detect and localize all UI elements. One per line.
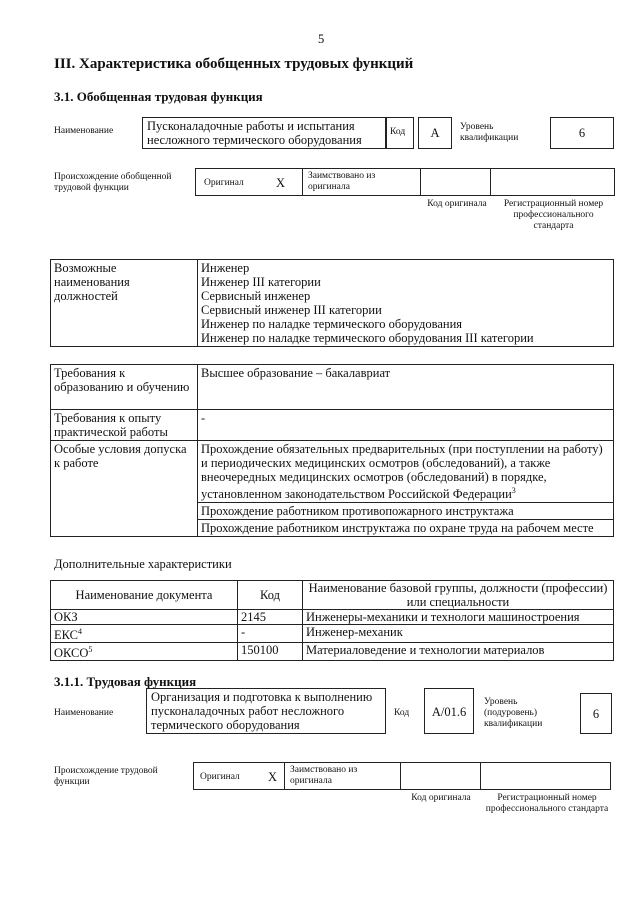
tf-borrowed-label: Заимствовано из оригинала bbox=[290, 765, 358, 786]
tf-code-value: А/01.6 bbox=[424, 688, 474, 734]
requirements-table bbox=[50, 364, 614, 537]
gtf-heading: 3.1. Обобщенная трудовая функция bbox=[54, 89, 263, 104]
tf-level-value: 6 bbox=[580, 693, 612, 734]
gtf-code-label: Код bbox=[386, 117, 414, 149]
tf-origin-label: Происхождение трудовой функции bbox=[54, 766, 158, 787]
position-item: Инженер III категории bbox=[201, 275, 321, 289]
special-item: Прохождение работником противопожарного инструктажа bbox=[198, 503, 614, 520]
doc-group: Инженеры-механики и технологи машиностроения bbox=[303, 610, 614, 625]
position-item: Инженер по наладке термического оборудования bbox=[201, 317, 463, 331]
doc-name: ЕКС bbox=[54, 628, 78, 643]
tf-code-original-label: Код оригинала bbox=[411, 793, 471, 803]
gtf-reg-number-label: Регистрационный номер профессионального стандарта bbox=[503, 199, 604, 231]
gtf-name-label: Наименование bbox=[54, 126, 114, 136]
gtf-borrowed-label: Заимствовано из оригинала bbox=[308, 171, 376, 192]
tf-level-label: Уровень (подуровень) квалификации bbox=[484, 697, 543, 729]
doc-code: 2145 bbox=[238, 610, 303, 625]
gtf-original-label: Оригинал bbox=[204, 178, 244, 188]
gtf-original-mark: X bbox=[276, 176, 286, 190]
position-item: Сервисный инженер III категории bbox=[201, 303, 382, 317]
experience-value: - bbox=[198, 410, 614, 441]
tf-original-label: Оригинал bbox=[200, 772, 240, 782]
gtf-level-label: Уровень квалификации bbox=[460, 122, 519, 143]
table-row bbox=[51, 643, 614, 661]
table-row bbox=[51, 625, 614, 643]
education-value: Высшее образование – бакалавриат bbox=[198, 365, 614, 410]
tf-reg-number-label: Регистрационный номер профессионального стандарта bbox=[485, 793, 609, 814]
experience-label: Требования к опыту практической работы bbox=[51, 410, 198, 441]
header-code: Код bbox=[238, 581, 303, 610]
doc-code: 150100 bbox=[238, 643, 303, 661]
header-doc: Наименование документа bbox=[51, 581, 238, 610]
header-name: Наименование базовой группы, должности (профессии) или специальности bbox=[303, 581, 614, 610]
gtf-code-value: А bbox=[418, 117, 452, 149]
footnote-mark: 4 bbox=[78, 627, 82, 636]
positions-label: Возможные наименования должностей bbox=[51, 260, 198, 347]
special-label: Особые условия допуска к работе bbox=[51, 441, 198, 537]
special-item: Прохождение обязательных предварительных (при поступлении на работу) и периодических медицинских осмотров (обследований), а также внеочередных медицинских осмотров (обследований) в порядке, установленном законодательством Российской Федерации bbox=[201, 442, 603, 502]
section-heading: III. Характеристика обобщенных трудовых функций bbox=[54, 56, 414, 72]
table-row bbox=[51, 610, 614, 625]
tf-code-label: Код bbox=[394, 708, 410, 718]
additional-table bbox=[50, 580, 614, 661]
gtf-name-value: Пусконаладочные работы и испытания несложного термического оборудования bbox=[142, 117, 386, 149]
footnote-mark: 3 bbox=[511, 486, 516, 495]
doc-group: Материаловедение и технологии материалов bbox=[303, 643, 614, 661]
page-number: 5 bbox=[318, 32, 325, 46]
positions-table bbox=[50, 259, 614, 347]
tf-origin-table bbox=[193, 762, 611, 790]
tf-heading: 3.1.1. Трудовая функция bbox=[54, 674, 197, 689]
education-label: Требования к образованию и обучению bbox=[51, 365, 198, 410]
footnote-mark: 5 bbox=[88, 645, 93, 655]
doc-code: - bbox=[238, 625, 303, 643]
doc-group: Инженер-механик bbox=[303, 625, 614, 643]
doc-name: ОКЗ bbox=[54, 610, 78, 624]
tf-name-value: Организация и подготовка к выполнению пусконаладочных работ несложного термического оборудования bbox=[146, 688, 386, 734]
tf-name-label: Наименование bbox=[54, 708, 114, 718]
gtf-level-value: 6 bbox=[550, 117, 614, 149]
position-item: Сервисный инженер bbox=[201, 289, 311, 303]
position-item: Инженер bbox=[201, 261, 250, 275]
doc-name: ОКСО bbox=[54, 646, 89, 661]
special-item: Прохождение работником инструктажа по охране труда на рабочем месте bbox=[198, 520, 614, 537]
gtf-origin-label: Происхождение обобщенной трудовой функции bbox=[54, 172, 172, 193]
gtf-code-original-label: Код оригинала bbox=[427, 199, 487, 209]
additional-title: Дополнительные характеристики bbox=[54, 557, 232, 571]
position-item: Инженер по наладке термического оборудования III категории bbox=[201, 331, 534, 345]
tf-original-mark: X bbox=[268, 770, 278, 784]
